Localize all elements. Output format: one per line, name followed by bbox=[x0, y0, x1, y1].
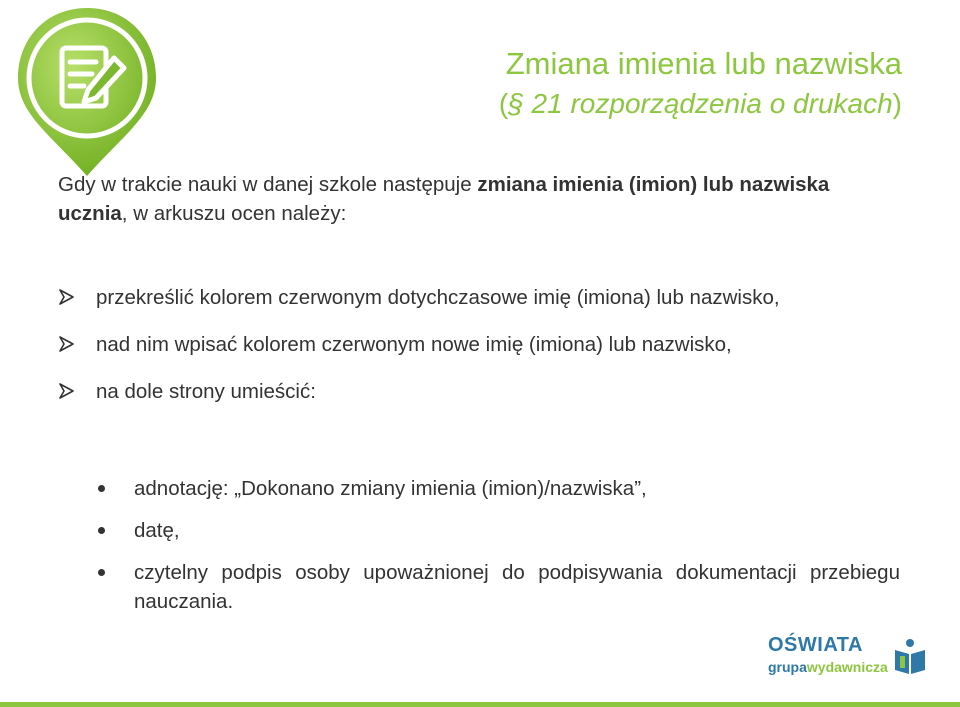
bullet-dot-icon bbox=[98, 485, 105, 492]
step-item bbox=[58, 330, 900, 359]
subtitle-main: § 21 rozporządzenia o drukach bbox=[508, 88, 893, 119]
sub-item-text: adnotację: „Dokonano zmiany imienia (imion)/nazwiska”, bbox=[134, 477, 647, 500]
sub-item bbox=[98, 558, 900, 616]
bottom-accent-bar bbox=[0, 702, 960, 707]
sub-item-text: datę, bbox=[134, 519, 180, 542]
steps-list bbox=[58, 283, 900, 424]
sub-items-list bbox=[98, 474, 900, 629]
step-text: na dole strony umieścić: bbox=[96, 380, 316, 403]
step-item bbox=[58, 283, 900, 312]
bullet-dot-icon bbox=[98, 569, 105, 576]
subtitle-open: ( bbox=[498, 88, 509, 119]
step-text: nad nim wpisać kolorem czerwonym nowe imię (imiona) lub nazwisko, bbox=[96, 333, 732, 356]
logo-sub-wydawnicza: wydawnicza bbox=[806, 659, 888, 675]
sub-item bbox=[98, 474, 900, 503]
bullet-dot-icon bbox=[98, 527, 105, 534]
arrow-right-icon bbox=[58, 289, 74, 305]
arrow-right-icon bbox=[58, 383, 74, 399]
intro-text-start: Gdy w trakcie nauki w danej szkole następuje bbox=[58, 173, 478, 196]
slide-title: Zmiana imienia lub nazwiska bbox=[505, 46, 902, 81]
logo-sub-grupa: grupa bbox=[768, 659, 807, 675]
publisher-logo bbox=[768, 634, 928, 686]
step-text: przekreślić kolorem czerwonym dotychczasowe imię (imiona) lub nazwisko, bbox=[96, 286, 780, 309]
intro-paragraph bbox=[58, 170, 900, 228]
subtitle-close: ) bbox=[892, 88, 902, 119]
logo-subtitle bbox=[768, 659, 888, 675]
step-item bbox=[58, 377, 900, 406]
slide-title-block bbox=[499, 44, 902, 124]
logo-wordmark: OŚWIATA bbox=[768, 634, 863, 656]
slide-subtitle bbox=[499, 84, 902, 124]
open-book-icon bbox=[892, 638, 928, 676]
intro-text-bold: zmiana imienia (imion) lub nazwiska ucznia bbox=[58, 173, 830, 225]
arrow-right-icon bbox=[58, 336, 74, 352]
sub-item-text: czytelny podpis osoby upoważnionej do podpisywania dokumentacji przebiegu nauczania. bbox=[134, 561, 900, 613]
document-edit-icon bbox=[12, 2, 162, 180]
sub-item bbox=[98, 516, 900, 545]
intro-text-end: , w arkuszu ocen należy: bbox=[121, 202, 347, 225]
